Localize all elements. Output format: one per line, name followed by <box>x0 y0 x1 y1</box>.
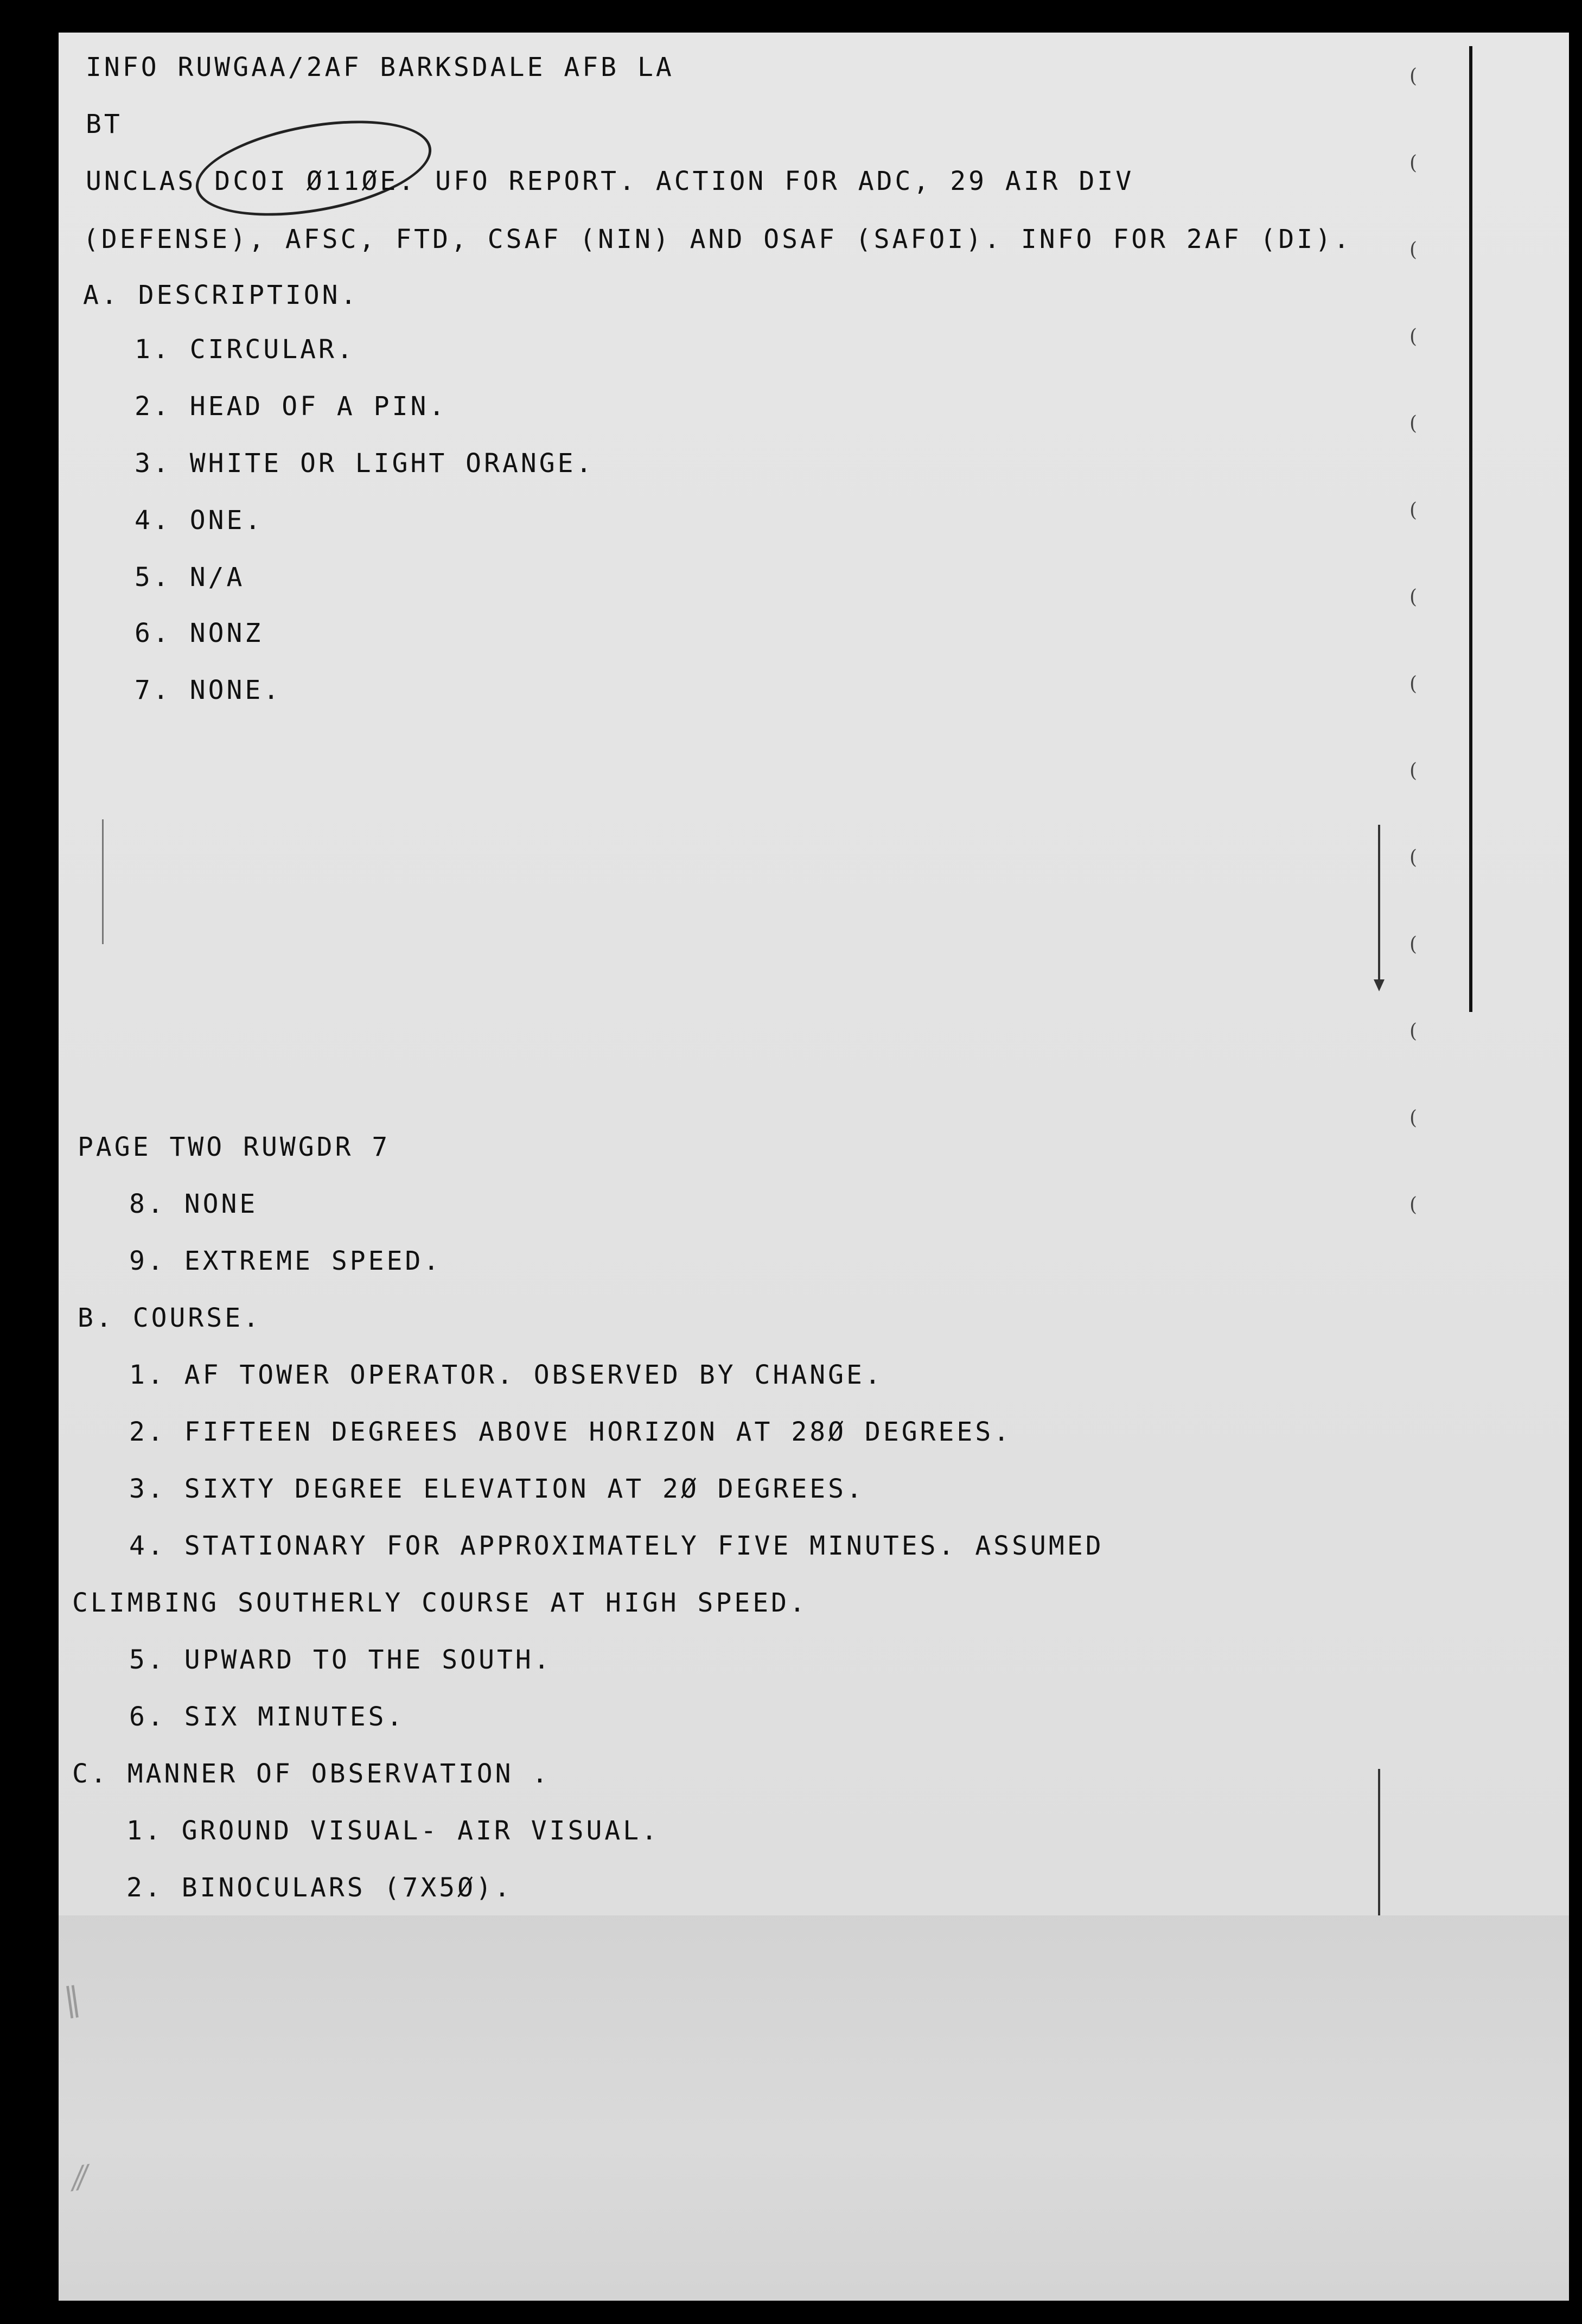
section-a-item: 2. HEAD OF A PIN. <box>135 391 448 422</box>
page-edge-line <box>1469 46 1472 1012</box>
section-a-item: 5. N/A <box>135 562 245 593</box>
margin-tick: ( <box>1409 65 1418 87</box>
bt-line: BT <box>86 109 123 139</box>
arrow-head <box>1374 979 1385 991</box>
addressee-line: (DEFENSE), AFSC, FTD, CSAF (NIN) AND OSAF (SAFOI). INFO FOR 2AF (DI). <box>83 224 1352 254</box>
document-page <box>59 33 1569 1915</box>
section-a-heading: A. DESCRIPTION. <box>83 280 359 310</box>
page-two-item: 8. NONE <box>129 1189 258 1219</box>
paper-backing <box>59 1899 1569 2301</box>
margin-tick: ( <box>1409 1020 1418 1042</box>
section-a-item: 1. CIRCULAR. <box>135 334 355 365</box>
section-b-item: 6. SIX MINUTES. <box>129 1702 405 1732</box>
margin-tick: ( <box>1409 760 1418 782</box>
margin-tick: ( <box>1409 846 1418 869</box>
section-c-item: 2. BINOCULARS (7X5Ø). <box>126 1873 513 1903</box>
section-a-item: 3. WHITE OR LIGHT ORANGE. <box>135 448 595 479</box>
section-b-item: 3. SIXTY DEGREE ELEVATION AT 2Ø DEGREES. <box>129 1474 865 1504</box>
section-a-item: 4. ONE. <box>135 505 264 536</box>
arrow-mark <box>1378 825 1380 988</box>
margin-tick: ( <box>1409 933 1418 956</box>
info-line: INFO RUWGAA/2AF BARKSDALE AFB LA <box>86 52 674 82</box>
margin-tick: ( <box>1409 152 1418 174</box>
margin-tick: ( <box>1409 499 1418 521</box>
section-b-continuation: CLIMBING SOUTHERLY COURSE AT HIGH SPEED. <box>72 1588 808 1618</box>
unclas-line: UNCLAS DCOI Ø11ØE. UFO REPORT. ACTION FOR ADC, 29 AIR DIV <box>86 166 1134 196</box>
section-a-item: 7. NONE. <box>135 675 282 705</box>
page-two-header: PAGE TWO RUWGDR 7 <box>78 1132 391 1162</box>
section-b-item: 4. STATIONARY FOR APPROXIMATELY FIVE MINUTES. ASSUMED <box>129 1531 1104 1561</box>
section-a-item: 6. NONZ <box>135 618 264 648</box>
arrow-mark <box>1378 1769 1380 1915</box>
margin-tick: ( <box>1409 326 1418 348</box>
backing-mark: ⁄⁄ <box>72 2159 88 2199</box>
section-b-item: 5. UPWARD TO THE SOUTH. <box>129 1645 552 1675</box>
section-b-item: 2. FIFTEEN DEGREES ABOVE HORIZON AT 28Ø DEGREES. <box>129 1417 1012 1447</box>
section-b-item: 1. AF TOWER OPERATOR. OBSERVED BY CHANGE. <box>129 1360 883 1390</box>
faint-margin-mark <box>102 819 104 944</box>
page-two-item: 9. EXTREME SPEED. <box>129 1246 442 1276</box>
margin-tick: ( <box>1409 586 1418 608</box>
section-b-heading: B. COURSE. <box>78 1303 261 1333</box>
section-c-item: 1. GROUND VISUAL- AIR VISUAL. <box>126 1816 660 1846</box>
margin-tick: ( <box>1409 412 1418 435</box>
margin-tick: ( <box>1409 1107 1418 1129</box>
margin-tick: ( <box>1409 1194 1418 1216</box>
section-c-heading: C. MANNER OF OBSERVATION . <box>72 1759 551 1789</box>
backing-mark: ‖ <box>61 1979 83 2020</box>
margin-tick: ( <box>1409 673 1418 695</box>
margin-tick: ( <box>1409 239 1418 261</box>
